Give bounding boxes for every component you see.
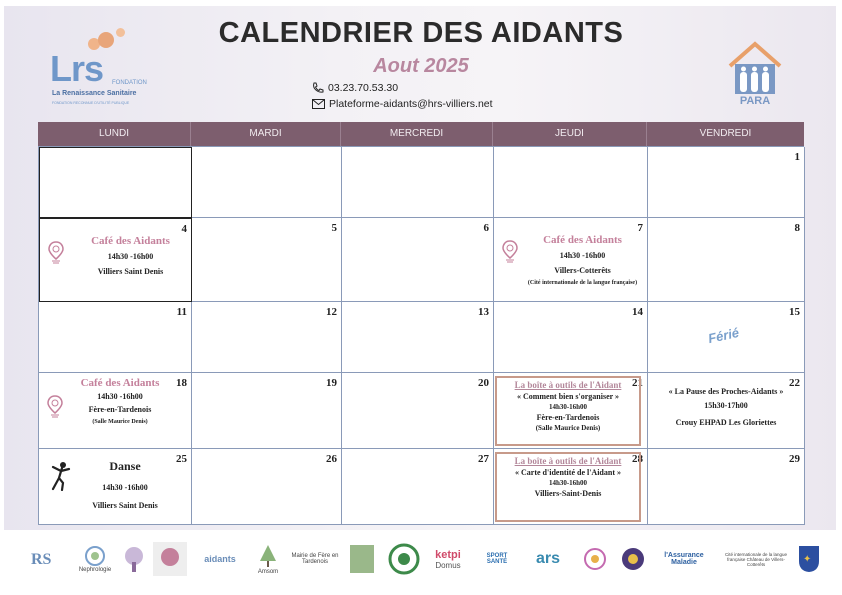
day-number: 20 (478, 377, 489, 389)
day-number: 12 (326, 306, 337, 318)
day-monday: LUNDI (38, 122, 191, 146)
day-tuesday: MARDI (191, 122, 341, 146)
calendar-cell-13[interactable] (342, 302, 494, 373)
event-boite-outils: La boîte à outils de l'Aidant « Comment bien s'organiser » 14h30-16h00 Fère-en-Tardenois (Salle Maurice Denis) (495, 376, 641, 446)
calendar-cell[interactable] (342, 147, 494, 218)
holiday-label: Férié (706, 324, 741, 347)
day-number: 22 (789, 377, 800, 389)
house-icon (726, 40, 784, 96)
weekday-header (38, 122, 804, 146)
calendar-cell-19[interactable] (192, 373, 342, 449)
partner-logo (526, 536, 570, 582)
calendar-cell-11[interactable] (39, 302, 192, 373)
svg-text:✦: ✦ (803, 554, 812, 565)
calendar-cell[interactable] (192, 147, 342, 218)
partner-logo (656, 536, 712, 582)
event-boite-outils: La boîte à outils de l'Aidant « Carte d'identité de l'Aidant » 14h30-16h00 Villiers-Saint-Denis (495, 452, 641, 522)
partner-logo (70, 536, 120, 582)
partner-logo (150, 536, 190, 582)
lrs-fondation: FONDATION (112, 80, 147, 86)
day-wednesday: MERCREDI (341, 122, 493, 146)
event-cafe-aidants: Café des Aidants 14h30 -16h00 Fère-en-Tardenois (Salle Maurice Denis) (80, 377, 160, 425)
partner-logo-name: Mairie de Fère en Tardenois (291, 553, 339, 565)
partner-logo (116, 536, 152, 582)
event-cafe-aidants: Café des Aidants 14h30 -16h00 Villiers Saint Denis (91, 235, 170, 276)
day-number: 18 (176, 377, 187, 389)
day-number: 14 (632, 306, 643, 318)
calendar-cell-26[interactable] (192, 449, 342, 525)
calendar-cell-22[interactable] (648, 373, 805, 449)
calendar-cell-21[interactable] (494, 373, 648, 449)
partner-logo (26, 536, 56, 582)
para-label: PARA (739, 95, 771, 107)
calendar (38, 122, 804, 525)
email-address[interactable]: Plateforme-aidants@hrs-villiers.net (329, 98, 493, 110)
lrs-mark: Lrs (50, 48, 104, 89)
partner-logo (424, 536, 472, 582)
day-number: 13 (478, 306, 489, 318)
partner-logo-name: aidants (204, 554, 236, 564)
partner-logo (580, 536, 610, 582)
calendar-cell[interactable] (494, 147, 648, 218)
partner-logo (618, 536, 648, 582)
day-number: 5 (331, 222, 337, 234)
calendar-cell-6[interactable] (342, 218, 494, 302)
partner-logo (288, 536, 342, 582)
event-pause-proches: « La Pause des Proches-Aidants » 15h30-17h00 Crouy EHPAD Les Gloriettes (668, 387, 784, 427)
partner-logo (720, 536, 792, 582)
calendar-grid (38, 146, 804, 525)
day-number: 8 (794, 222, 800, 234)
partner-logo-name: Domus (435, 560, 461, 570)
mail-icon (312, 99, 325, 109)
calendar-cell-27[interactable] (342, 449, 494, 525)
calendar-cell-15[interactable] (648, 302, 805, 373)
partner-logo (192, 536, 248, 582)
calendar-cell-7[interactable] (494, 218, 648, 302)
partner-logo-name: ars (535, 550, 561, 567)
day-number: 25 (176, 453, 187, 465)
day-number: 27 (478, 453, 489, 465)
calendar-cell-1[interactable] (648, 147, 805, 218)
svg-text:RS: RS (31, 551, 52, 568)
day-number: 29 (789, 453, 800, 465)
partner-logo-name: l'Assurance Maladie (664, 552, 704, 566)
partner-logo-name: Amsom (257, 569, 279, 575)
day-number: 19 (326, 377, 337, 389)
day-number: 21 (632, 377, 643, 389)
event-danse: Danse 14h30 -16h00 Villiers Saint Denis (92, 459, 158, 510)
calendar-cell-20[interactable] (342, 373, 494, 449)
partner-logo-name: Nephrologie (78, 567, 112, 573)
page-subtitle: Aout 2025 (373, 55, 469, 77)
calendar-cell-8[interactable] (648, 218, 805, 302)
calendar-cell-25[interactable] (39, 449, 192, 525)
partner-logo (348, 536, 376, 582)
partner-logos (20, 536, 830, 586)
calendar-cell-18[interactable] (39, 373, 192, 449)
phone-line (312, 82, 398, 94)
day-number: 28 (632, 453, 643, 465)
calendar-cell-12[interactable] (192, 302, 342, 373)
calendar-cell-29[interactable] (648, 449, 805, 525)
lrs-name: La Renaissance Sanitaire (52, 90, 137, 97)
calendar-cell-4[interactable] (39, 218, 192, 302)
day-number: 1 (794, 151, 800, 163)
partner-logo-name: ketpi (435, 548, 461, 561)
phone-icon (312, 82, 324, 94)
day-number: 26 (326, 453, 337, 465)
page-title: CALENDRIER DES AIDANTS (218, 17, 624, 49)
partner-logo-name: SPORT SANTÉ (486, 553, 508, 565)
partner-logo (254, 536, 282, 582)
email-line (312, 98, 493, 110)
calendar-cell-5[interactable] (192, 218, 342, 302)
day-thursday: JEUDI (493, 122, 647, 146)
day-number: 15 (789, 306, 800, 318)
day-number: 11 (176, 306, 187, 318)
calendar-cell-28[interactable] (494, 449, 648, 525)
calendar-cell-14[interactable] (494, 302, 648, 373)
calendar-cell[interactable] (39, 147, 192, 218)
day-friday: VENDREDI (699, 128, 752, 139)
para-logo (726, 40, 784, 110)
partner-logo (386, 536, 422, 582)
partner-logo-name: Cité internationale de la langue française Château de Villers-Cotterêts (724, 551, 788, 567)
lrs-tagline: FONDATION RECONNUE D'UTILITÉ PUBLIQUE (52, 101, 130, 105)
day-number: 4 (181, 223, 187, 235)
partner-logo (796, 536, 822, 582)
event-cafe-aidants: Café des Aidants 14h30 -16h00 Villers-Cotterêts (Cité internationale de la langue française) (527, 234, 638, 286)
day-number: 6 (483, 222, 489, 234)
day-number: 7 (637, 222, 643, 234)
phone-number: 03.23.70.53.30 (328, 82, 399, 94)
partner-logo (476, 536, 518, 582)
